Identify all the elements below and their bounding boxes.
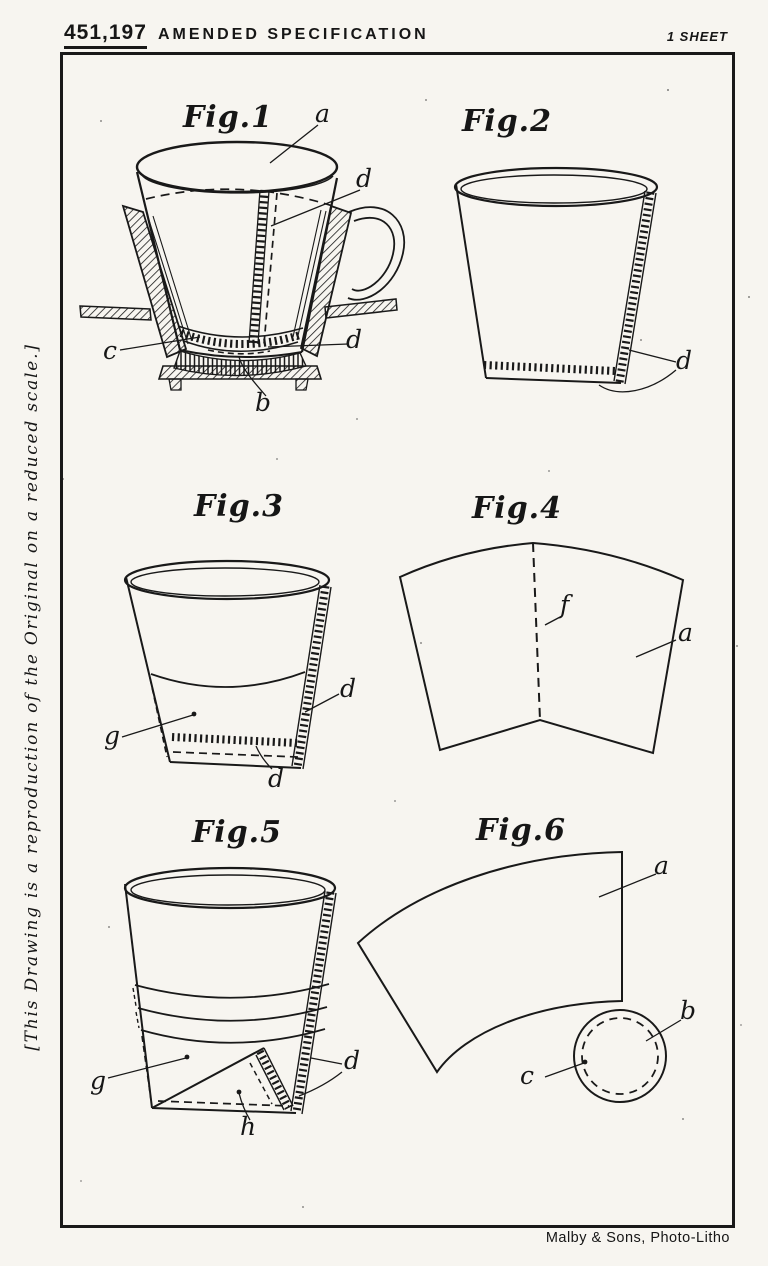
- sheet-count-label: 1 SHEET: [666, 29, 728, 44]
- fig5-rim-outer: [125, 868, 335, 908]
- margin-reduction-note: [This Drawing is a reproduction of the Original on a reduced scale.]: [22, 343, 42, 1051]
- fig1-left-prong: [80, 306, 151, 320]
- fig5-rim-inner: [131, 875, 325, 905]
- fig1-bottom-crimp: [181, 333, 300, 344]
- fig1-foot-right: [296, 379, 308, 390]
- fig2-left-side: [456, 184, 486, 378]
- fig2-title: Fig.2: [462, 104, 552, 139]
- fig4-label-f: f: [560, 590, 570, 619]
- fig6-label-c: c: [520, 1061, 535, 1090]
- patent-number: 451,197: [64, 21, 147, 49]
- fig2-rim-outer: [455, 168, 657, 206]
- fig1-right-prong: [325, 299, 397, 318]
- fig1-cup-rim: [137, 142, 337, 192]
- fig4-leader-lines: [545, 616, 676, 657]
- fig6-title: Fig.6: [476, 813, 566, 848]
- fig1-title: Fig.1: [183, 100, 273, 135]
- fig1-bowl-arcs: [178, 326, 303, 351]
- fig5-label-d: d: [344, 1046, 361, 1075]
- fig3-title: Fig.3: [194, 489, 284, 524]
- fig1-label-b: b: [255, 388, 272, 417]
- fig1-label-c: c: [103, 336, 118, 365]
- fig2-leader-lines: [599, 350, 676, 392]
- fig2-bottom-crimp: [484, 365, 615, 371]
- fig3-drawing: [122, 561, 339, 769]
- fig5-label-g: g: [90, 1066, 107, 1095]
- fig5-drawing: [108, 868, 342, 1120]
- fig2-bottom-edge: [486, 378, 621, 383]
- fig3-band-top-arc: [151, 672, 305, 687]
- fig6-label-b: b: [680, 996, 697, 1025]
- fig5-leader-dot-g: [185, 1055, 190, 1060]
- fig3-rim-inner: [131, 568, 319, 596]
- fig3-leader-dot: [192, 712, 197, 717]
- fig3-bottom-dashed: [173, 752, 298, 757]
- fig1-label-d-top: d: [356, 164, 373, 193]
- fig5-seam-crimp: [297, 892, 331, 1113]
- fig1-label-a: a: [315, 99, 330, 128]
- fig3-rim-outer: [125, 561, 329, 599]
- fig2-drawing: [455, 168, 676, 392]
- fig5-bottom-edge: [152, 1108, 296, 1113]
- fig3-band-left-dashed: [150, 678, 167, 757]
- fig4-label-a: a: [678, 618, 693, 647]
- fig1-handle: [348, 207, 404, 300]
- fig5-leader-dot-h: [237, 1090, 242, 1095]
- lithographer-credit: Malby & Sons, Photo-Litho: [545, 1230, 730, 1246]
- fig1-base-plate: [159, 366, 321, 379]
- fig4-blank-outline: [400, 543, 683, 753]
- fig5-fold-strip-crimp: [260, 1052, 289, 1109]
- fig1-foot-left: [169, 379, 181, 390]
- fig1-label-d-bottom: d: [346, 325, 363, 354]
- fig5-fold-diagonal: [152, 1048, 264, 1108]
- fig3-seam-crimp: [298, 586, 326, 768]
- fig4-drawing: [400, 543, 683, 753]
- fig6-label-a: a: [654, 851, 669, 880]
- fig4-title: Fig.4: [472, 491, 562, 526]
- specification-title: AMENDED SPECIFICATION: [158, 26, 429, 43]
- fig6-leader-dot-c: [583, 1060, 588, 1065]
- fig1-seam-dashed-line: [264, 193, 277, 344]
- fig2-rim-inner: [461, 175, 647, 203]
- fig5-title: Fig.5: [192, 815, 282, 850]
- fig5-fold-inner-dashed: [250, 1063, 272, 1104]
- fig2-label-d: d: [676, 346, 693, 375]
- fig3-label-d-side: d: [340, 674, 357, 703]
- fig5-left-side: [125, 884, 152, 1108]
- fig5-band-arcs: [135, 984, 329, 1043]
- fig5-bottom-dashed: [158, 1101, 289, 1106]
- fig5-label-h: h: [240, 1112, 257, 1141]
- fig3-label-d-bottom: d: [268, 764, 285, 793]
- fig3-label-g: g: [104, 721, 121, 750]
- fig3-bottom-crimp: [172, 737, 297, 743]
- fig6-disc-outer: [574, 1010, 666, 1102]
- fig4-fold-line-dashed: [533, 543, 540, 720]
